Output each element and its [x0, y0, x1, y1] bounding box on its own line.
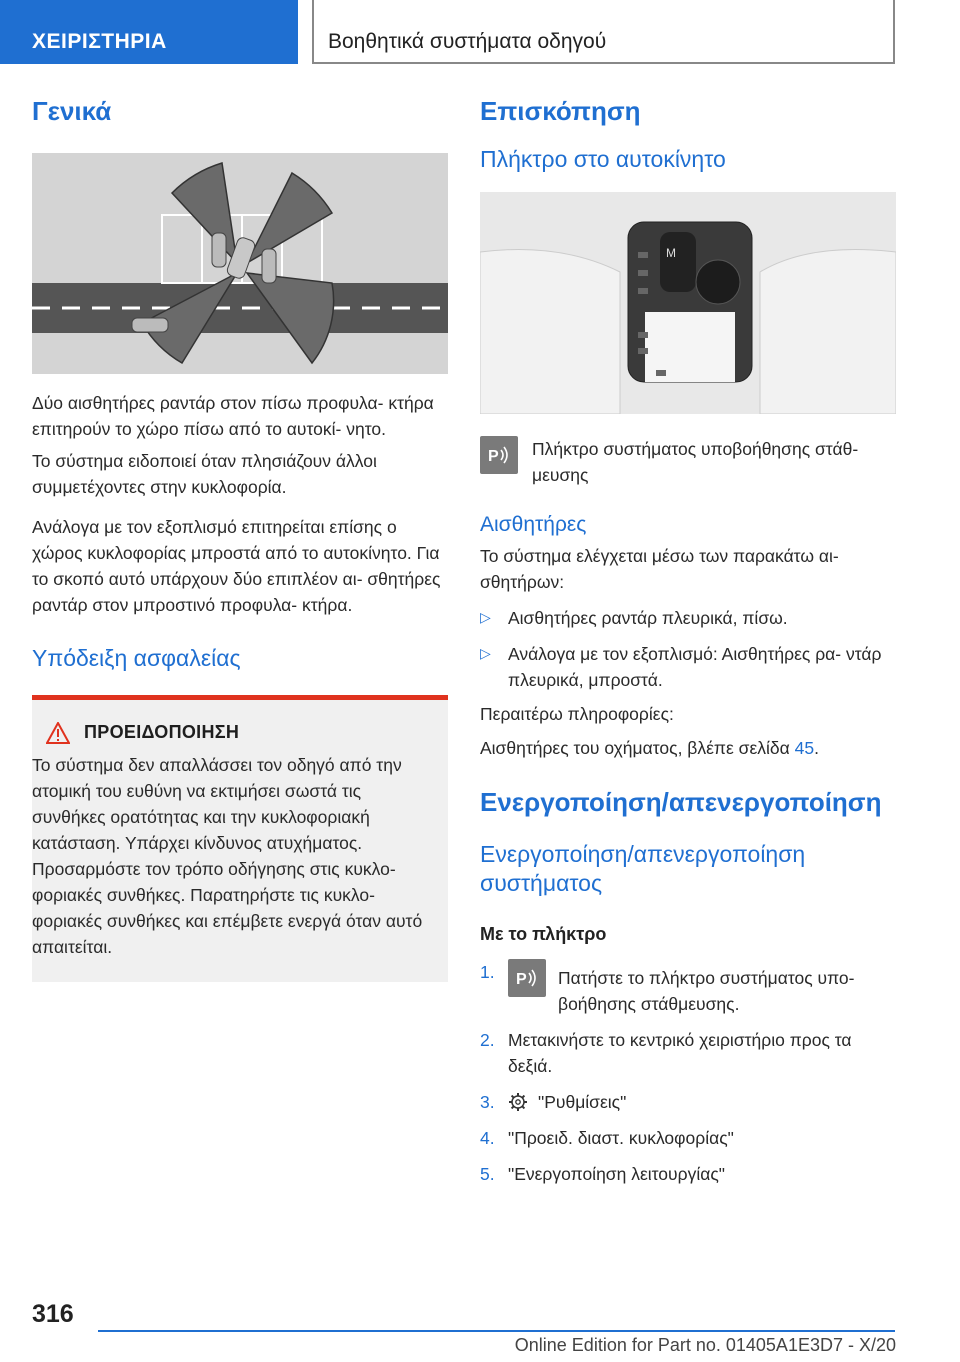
page-number: 316	[32, 1300, 74, 1328]
sensors-intro: Το σύστημα ελέγχεται μέσω των παρακάτω αι- σθητήρων:	[480, 546, 839, 593]
step-text: "Προειδ. διαστ. κυκλοφορίας"	[508, 1127, 734, 1148]
step-item	[480, 1027, 896, 1079]
more-info-reference: Αισθητήρες του οχήματος, βλέπε σελίδα 45.	[480, 738, 819, 759]
heading-activation-system: Ενεργοποίηση/απενεργοποίηση συστήματος	[480, 841, 806, 897]
heading-activation: Ενεργοποίηση/απενεργοποίηση	[480, 787, 882, 818]
warning-text: Το σύστημα δεν απαλλάσσει τον οδηγό από την ατομική του ευθύνη να εκτιμήσει σωστά τις συνθήκες ορατότητας και την κυκλοφοριακή κατάσταση. Υπάρχει κίνδυνος ατυχήματος. Προσαρμόστε τον τρόπο οδήγησης στις κυκλο- φοριακές συνθήκες. Παρατηρήστε τις κυκλο- φοριακές συνθήκες και επέμβετε ενεργά όταν αυτό απαιτείται.	[32, 754, 423, 957]
svg-text:P: P	[516, 970, 527, 988]
svg-text:M: M	[666, 245, 676, 260]
header-section-tab: ΧΕΙΡΙΣΤΗΡΙΑ	[0, 0, 298, 64]
warning-title: ΠΡΟΕΙΔΟΠΟΙΗΣΗ	[84, 722, 240, 743]
heading-overview: Επισκόπηση	[480, 96, 641, 126]
step-item	[480, 1089, 896, 1115]
header-chapter-title: Βοηθητικά συστήματα οδηγού	[312, 0, 895, 64]
bullet-triangle-icon: ▷	[480, 645, 491, 662]
step-number: 3.	[480, 1091, 495, 1112]
step-number: 2.	[480, 1029, 495, 1050]
parking-assistant-button-icon	[480, 436, 518, 474]
step-number: 1.	[480, 961, 495, 982]
list-item	[480, 641, 896, 693]
step-text: "Ρυθμίσεις"	[538, 1091, 627, 1112]
paragraph-notify: Το σύστημα ειδοποιεί όταν πλησιάζουν άλλοι συμμετέχοντες στην κυκλοφορία.	[32, 451, 377, 498]
footer-divider	[98, 1330, 895, 1332]
parking-assistant-button-icon	[508, 959, 546, 997]
heading-with-button: Με το πλήκτρο	[480, 923, 607, 944]
heading-button-in-car: Πλήκτρο στο αυτοκίνητο	[480, 146, 726, 173]
center-console-illustration	[480, 192, 896, 414]
step-text: Πατήστε το πλήκτρο συστήματος υπο- βοήθησης στάθμευσης.	[558, 967, 855, 1014]
heading-sensors: Αισθητήρες	[480, 512, 587, 536]
more-info-label: Περαιτέρω πληροφορίες:	[480, 704, 674, 725]
step-number: 5.	[480, 1163, 495, 1184]
right-column	[480, 96, 896, 1187]
step-number: 4.	[480, 1127, 495, 1148]
list-item	[480, 605, 896, 631]
footer-edition: Online Edition for Part no. 01405A1E3D7 - X/20	[514, 1335, 896, 1355]
heading-safety: Υπόδειξη ασφαλείας	[32, 645, 241, 672]
step-item	[480, 1125, 896, 1151]
bullet-triangle-icon: ▷	[480, 609, 491, 626]
step-text: "Ενεργοποίηση λειτουργίας"	[508, 1163, 725, 1184]
heading-general: Γενικά	[32, 96, 112, 126]
warning-triangle-icon	[46, 722, 70, 744]
gear-icon	[508, 1092, 528, 1112]
button-caption: Πλήκτρο συστήματος υποβοήθησης στάθ- μευσης	[532, 438, 859, 485]
sensor-item-rear: Αισθητήρες ραντάρ πλευρικά, πίσω.	[508, 608, 788, 629]
svg-text:P: P	[488, 447, 499, 465]
step-item	[480, 959, 896, 1017]
left-column	[32, 96, 448, 982]
sensor-item-front: Ανάλογα με τον εξοπλισμό: Αισθητήρες ρα- ντάρ πλευρικά, μπροστά.	[508, 644, 882, 691]
step-text: Μετακινήστε το κεντρικό χειριστήριο προς τα δεξιά.	[508, 1029, 852, 1076]
figure-caption: Δύο αισθητήρες ραντάρ στον πίσω προφυλα- κτήρα επιτηρούν το χώρο πίσω από το αυτοκί- νητο.	[32, 393, 434, 440]
warning-box	[32, 695, 448, 982]
page-reference-link[interactable]: 45	[794, 738, 815, 759]
radar-coverage-illustration	[32, 153, 448, 374]
step-item	[480, 1161, 896, 1187]
paragraph-front-sensors: Ανάλογα με τον εξοπλισμό επιτηρείται επίσης ο χώρος κυκλοφορίας μπροστά από το αυτοκίνητο. Για το σκοπό αυτό υπάρχουν δύο επιπλέον αι- σθητήρες ραντάρ στον μπροστινό προφυλα- κτήρα.	[32, 517, 441, 616]
parking-button-legend	[480, 436, 896, 488]
